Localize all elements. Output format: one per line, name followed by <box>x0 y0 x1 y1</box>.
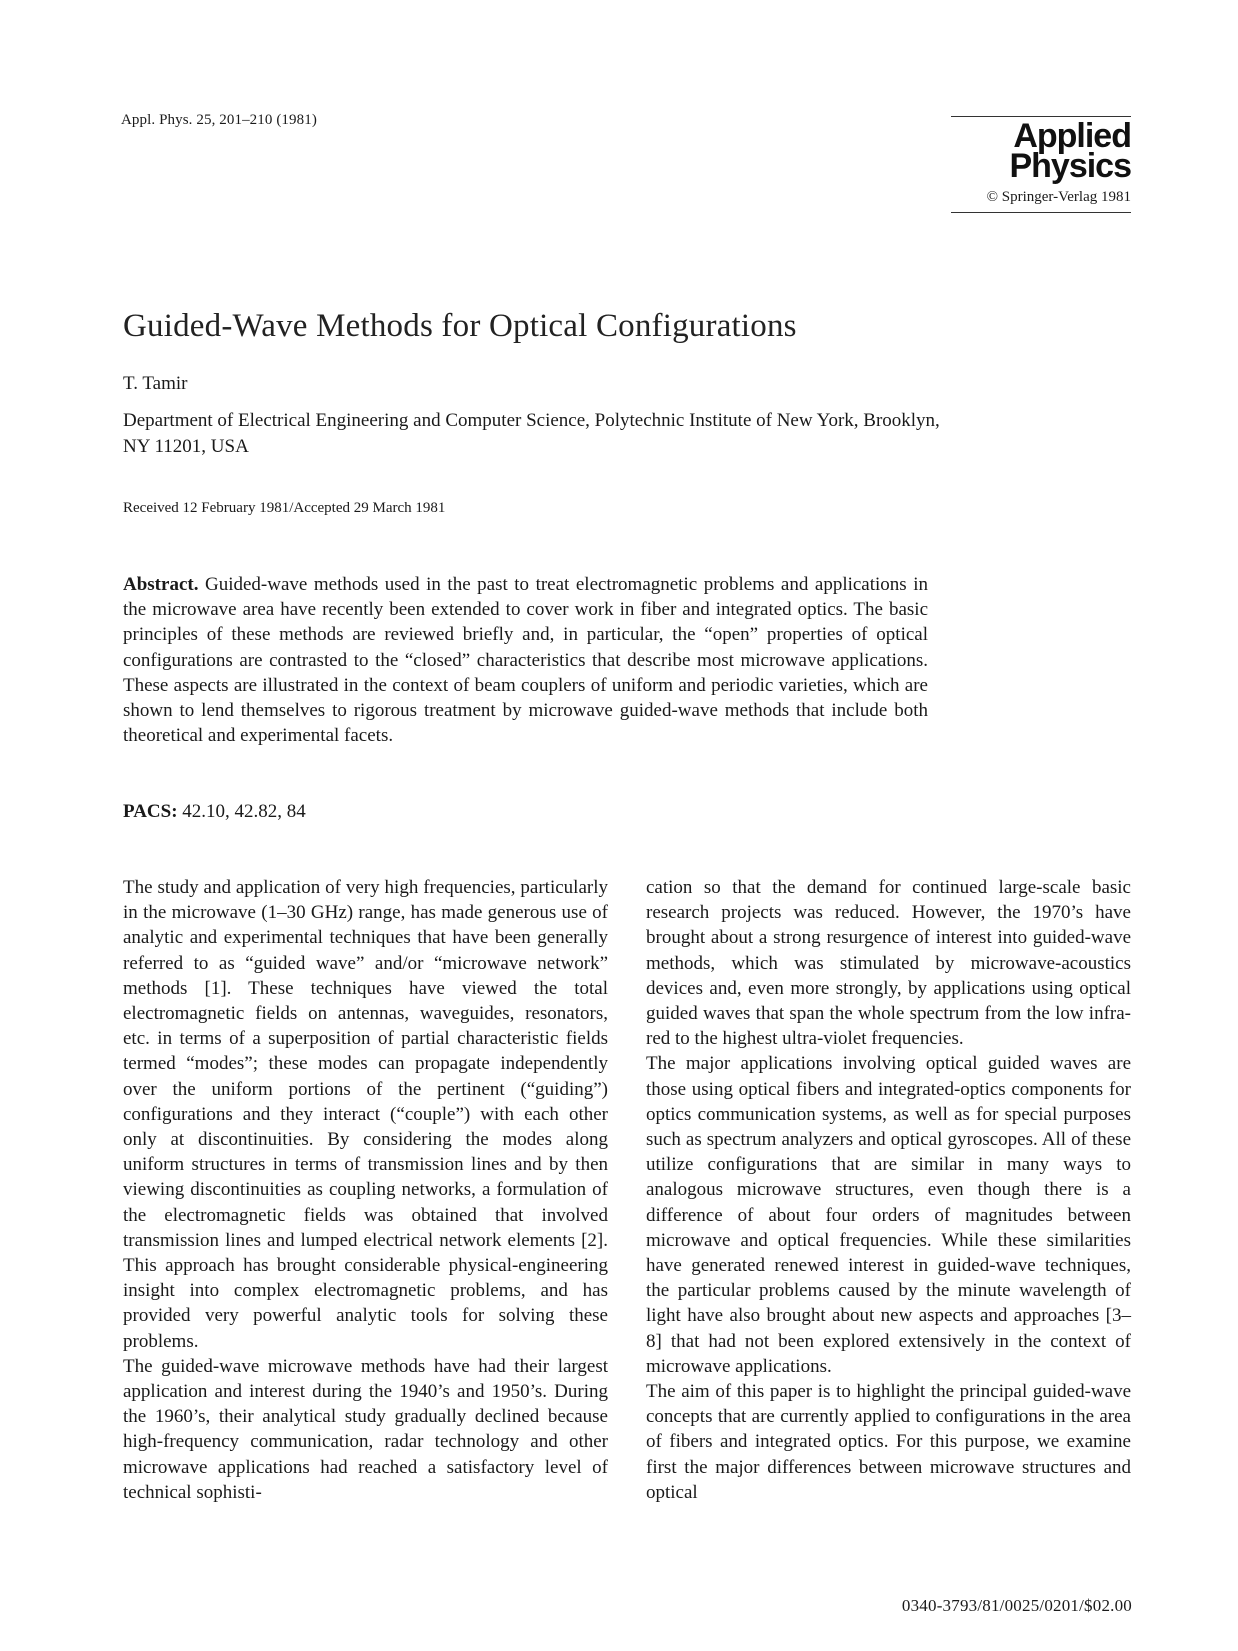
journal-masthead <box>951 116 1131 213</box>
footer-code: 0340-3793/81/0025/0201/$02.00 <box>901 1596 1132 1615</box>
paragraph: The guided-wave microwave methods have had their largest application and interest during the 1940’s and 1950’s. During the 1960’s, their analytical study gradually declined because high-frequency communication, radar technology and other microwave applications had reached a satisfactory level of technical sophisti- <box>123 1355 608 1503</box>
paper-title: Guided-Wave Methods for Optical Configurations <box>123 308 797 344</box>
author-affiliation: Department of Electrical Engineering and Computer Science, Polytechnic Institute of New York, Brooklyn, NY 11201, USA <box>123 410 940 457</box>
abstract-text: Guided-wave methods used in the past to treat electromagnetic problems and applications in the microwave area have recently been extended to cover work in fiber and integrated optics. The basic principles of these methods are reviewed briefly and, in particular, the “open” properties of optical configurations are contrasted to the “closed” characteristics that describe most microwave applications. These aspects are illustrated in the context of beam couplers of uniform and periodic varieties, which are shown to lend themselves to rigorous treatment by microwave guided-wave methods that include both theoretical and experimental facets. <box>123 574 928 747</box>
paragraph: The major applications involving optical guided waves are those using optical fibers and integrated-optics components for optics communication systems, as well as for special purposes such as spectrum analyzers and optical gyroscopes. All of these utilize configurations that are similar in many ways to analogous microwave structures, even though there is a difference of about four orders of magnitudes between microwave and optical frequencies. While these similarities have generated renewed interest in guided-wave techniques, the particular problems caused by the minute wavelength of light have also brought about new aspects and approaches [3–8] that had not been explored extensively in the context of microwave applications. <box>646 1053 1131 1377</box>
abstract-label: Abstract. <box>123 574 199 595</box>
journal-citation: Appl. Phys. 25, 201–210 (1981) <box>121 112 317 128</box>
pacs-label: PACS: <box>123 801 178 822</box>
body-column-right <box>646 875 1131 1505</box>
pacs-values: 42.10, 42.82, 84 <box>182 801 306 822</box>
paragraph: The aim of this paper is to highlight the principal guided-wave concepts that are currently applied to configurations in the area of fibers and integrated optics. For this purpose, we examine first the major differences between microwave structures and optical <box>646 1381 1131 1503</box>
abstract <box>123 572 928 748</box>
received-dates: Received 12 February 1981/Accepted 29 March 1981 <box>123 500 446 516</box>
author-name: T. Tamir <box>123 373 188 394</box>
journal-logo-line2: Physics <box>1009 147 1131 185</box>
pacs-codes <box>123 801 306 823</box>
body-column-left <box>123 875 608 1505</box>
journal-logo <box>951 117 1131 185</box>
paragraph: cation so that the demand for continued large-scale basic research projects was reduced. However, the 1970’s have brought about a strong resurgence of interest into guided-wave methods, which was stimulated by microwave-acoustics devices and, even more strongly, by applications using optical guided waves that span the whole spectrum from the low infra-red to the highest ultra-violet frequencies. <box>646 877 1131 1050</box>
journal-logo-line1: Applied <box>1013 117 1131 155</box>
paragraph: The study and application of very high frequencies, particularly in the microwave (1–30 GHz) range, has made generous use of analytic and experimental techniques that have been generally referred to as “guided wave” and/or “microwave network” methods [1]. These techniques have viewed the total electromagnetic fields on antennas, waveguides, resonators, etc. in terms of a superposition of partial characteristic fields termed “modes”; these modes can propagate independently over the uniform portions of the pertinent (“guiding”) configurations and they interact (“couple”) with each other only at discontinuities. By considering the modes along uniform structures in terms of transmission lines and by then viewing discontinuities as coupling networks, a formulation of the electromagnetic fields was obtained that involved transmission lines and lumped electrical network elements [2]. This approach has brought considerable physical-engineering insight into complex electromagnetic problems, and has provided very powerful analytic tools for solving these problems. <box>123 877 608 1352</box>
copyright-notice: © Springer-Verlag 1981 <box>986 189 1131 205</box>
